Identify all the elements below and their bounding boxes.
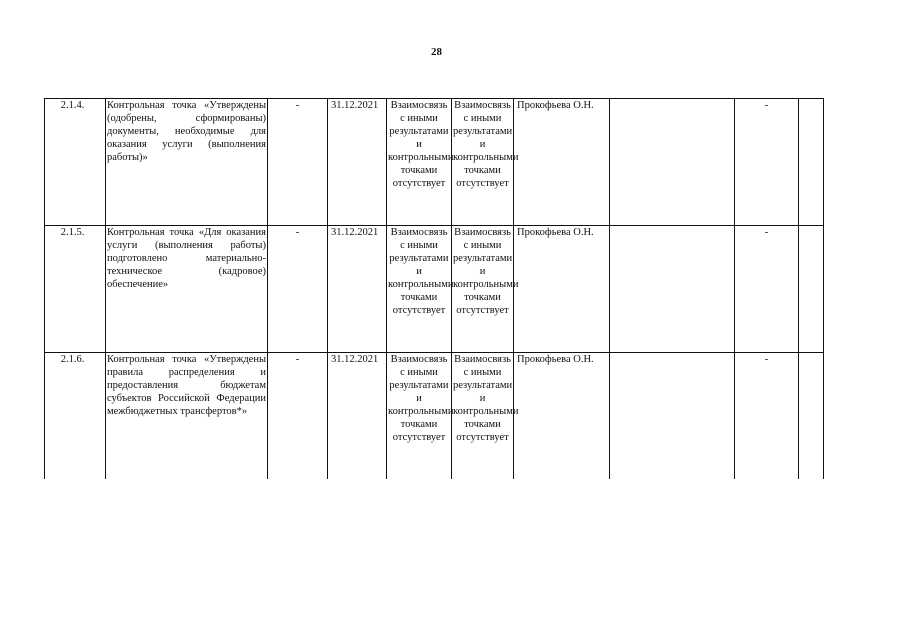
relation-cell-b: Взаимосвязь с иными результатами и контрольными точками отсутствует — [452, 226, 514, 353]
dash-cell: - — [735, 353, 799, 480]
relation-cell-b: Взаимосвязь с иными результатами и контрольными точками отсутствует — [452, 353, 514, 480]
empty-cell — [610, 353, 735, 480]
row-number: 2.1.6. — [45, 353, 106, 480]
row-number: 2.1.5. — [45, 226, 106, 353]
relation-cell-b: Взаимосвязь с иными результатами и контрольными точками отсутствует — [452, 99, 514, 226]
end-date-cell: 31.12.2021 — [328, 226, 387, 353]
dash-cell: - — [735, 99, 799, 226]
empty-cell — [799, 353, 824, 480]
control-points-table — [44, 98, 824, 479]
end-date-cell: 31.12.2021 — [328, 99, 387, 226]
relation-cell-a: Взаимосвязь с иными результатами и контрольными точками отсутствует — [387, 226, 452, 353]
row-number: 2.1.4. — [45, 99, 106, 226]
table-row — [45, 353, 824, 480]
page-number: 28 — [431, 46, 442, 58]
table-row — [45, 226, 824, 353]
empty-cell — [610, 99, 735, 226]
control-point-name: Контрольная точка «Утверждены (одобрены, сформированы) документы, необходимые для оказания услуги (выполнения работы)» — [106, 99, 268, 226]
control-point-name: Контрольная точка «Утверждены правила распределения и предоставления бюджетам субъектов Российской Федерации межбюджетных трансфертов*» — [106, 353, 268, 480]
control-point-name: Контрольная точка «Для оказания услуги (выполнения работы) подготовлено материально-техническое (кадровое) обеспечение» — [106, 226, 268, 353]
end-date-cell: 31.12.2021 — [328, 353, 387, 480]
responsible-cell: Прокофьева О.Н. — [514, 353, 610, 480]
responsible-cell: Прокофьева О.Н. — [514, 226, 610, 353]
start-date-cell: - — [268, 353, 328, 480]
responsible-cell: Прокофьева О.Н. — [514, 99, 610, 226]
dash-cell: - — [735, 226, 799, 353]
relation-cell-a: Взаимосвязь с иными результатами и контрольными точками отсутствует — [387, 99, 452, 226]
table-row — [45, 99, 824, 226]
relation-cell-a: Взаимосвязь с иными результатами и контрольными точками отсутствует — [387, 353, 452, 480]
start-date-cell: - — [268, 226, 328, 353]
empty-cell — [799, 99, 824, 226]
empty-cell — [799, 226, 824, 353]
empty-cell — [610, 226, 735, 353]
start-date-cell: - — [268, 99, 328, 226]
